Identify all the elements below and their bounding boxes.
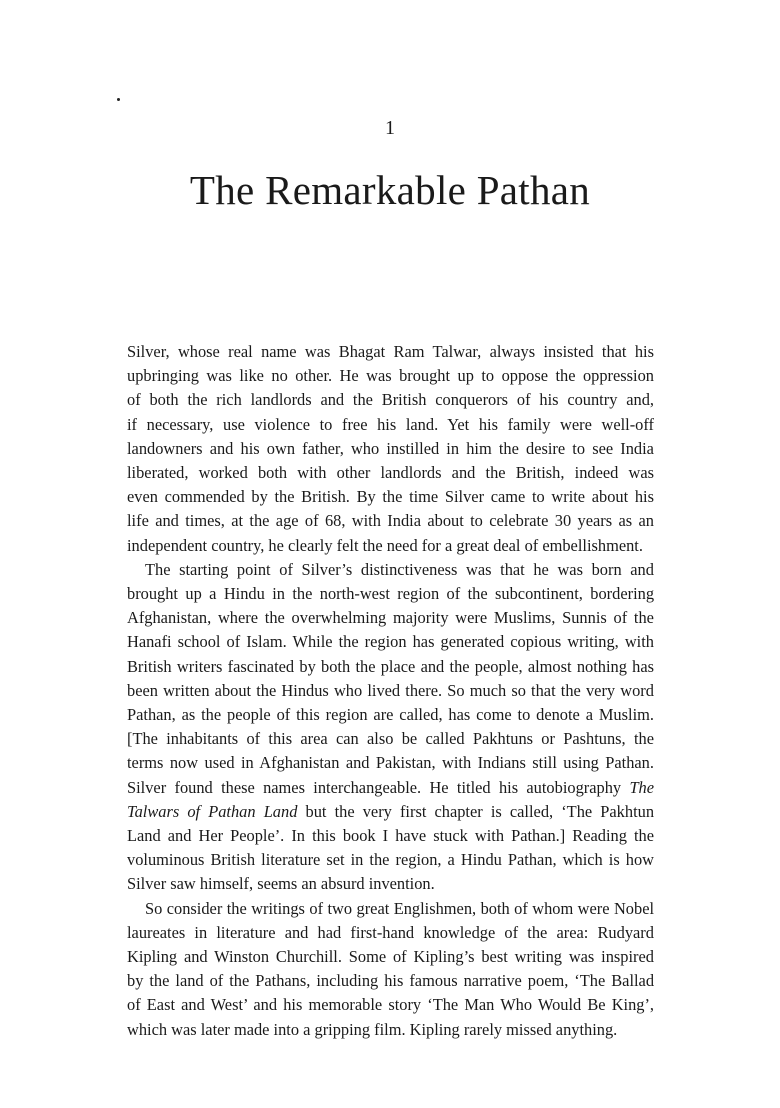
text-segment: brought up a Hindu in the north-west region of the subcontinent, bordering [127,584,655,604]
text-segment: So consider the writings of two great Englishmen, both of whom were Nobel [145,898,655,918]
text-segment: liberated, worked both with other landlords and the British, indeed was [127,463,655,483]
text-line [127,897,654,921]
text-line [127,461,654,485]
text-line [127,413,654,437]
text-line [127,824,654,848]
text-segment: landowners and his own father, who instilled in him the desire to see India [127,438,654,458]
text-segment: terms now used in Afghanistan and Pakistan, with Indians still using Pathan. [127,753,654,773]
paragraph [127,897,654,1042]
text-line [127,921,654,945]
text-segment: which was later made into a gripping film. Kipling rarely missed anything. [127,1019,618,1039]
text-segment: Silver found these names interchangeable. He titled his autobiography [127,777,630,797]
text-line [127,558,654,582]
text-line [127,364,654,388]
text-segment: British writers fascinated by both the place and the people, almost nothing has [127,656,655,676]
text-segment: independent country, he clearly felt the need for a great deal of embellishment. [127,535,643,555]
text-line [127,945,654,969]
text-line [127,509,654,533]
text-segment: life and times, at the age of 68, with India about to celebrate 30 years as an [127,511,654,531]
text-line [127,437,654,461]
body-text [127,340,654,1042]
text-line [127,582,654,606]
text-line [127,655,654,679]
text-line [127,872,654,896]
text-segment: Silver saw himself, seems an absurd invention. [127,874,435,894]
text-segment: but the very first chapter is called, ‘The Pakhtun [297,801,655,821]
text-segment: upbringing was like no other. He was brought up to oppose the oppression [127,366,654,386]
text-line [127,679,654,703]
text-segment: Hanafi school of Islam. While the region has generated copious writing, with [127,632,654,652]
text-segment: of both the rich landlords and the British conquerors of his country and, [127,390,654,410]
text-segment: The starting point of Silver’s distinctiveness was that he was born and [145,559,654,579]
text-line [127,800,654,824]
text-segment: even commended by the British. By the time Silver came to write about his [127,487,654,507]
text-segment: been written about the Hindus who lived there. So much so that the very word [127,680,654,700]
text-line [127,1018,654,1042]
text-line [127,727,654,751]
text-segment: Silver, whose real name was Bhagat Ram Talwar, always insisted that his [127,342,654,361]
text-segment: if necessary, use violence to free his land. Yet his family were well-off [127,414,654,434]
text-segment: [The inhabitants of this area can also be called Pakhtuns or Pashtuns, the [127,729,654,749]
text-segment: Kipling and Winston Churchill. Some of Kipling’s best writing was inspired [127,947,654,967]
text-line [127,630,654,654]
paragraph [127,558,654,897]
text-segment: Afghanistan, where the overwhelming majority were Muslims, Sunnis of the [127,608,654,628]
text-line [127,485,654,509]
chapter-title: The Remarkable Pathan [189,167,591,213]
chapter-number: 1 [385,117,395,139]
italic-title-text: The [629,777,655,797]
text-line [127,848,654,872]
text-line [127,776,654,800]
text-line [127,340,654,364]
text-line [127,751,654,775]
text-line [127,969,654,993]
text-line [127,606,654,630]
paragraph [127,340,654,558]
stray-mark [117,98,120,101]
text-line [127,534,654,558]
text-line [127,388,654,412]
text-segment: Land and Her People’. In this book I have stuck with Pathan.] Reading the [127,826,655,846]
text-segment: laureates in literature and had first-hand knowledge of the area: Rudyard [127,922,654,942]
text-segment: Pathan, as the people of this region are called, has come to denote a Muslim. [127,705,654,725]
text-segment: voluminous British literature set in the region, a Hindu Pathan, which is how [127,850,655,870]
text-line [127,993,654,1017]
italic-title-text: Talwars of Pathan Land [127,801,298,821]
text-segment: by the land of the Pathans, including his famous narrative poem, ‘The Ballad [127,971,655,991]
text-line [127,703,654,727]
text-segment: of East and West’ and his memorable story ‘The Man Who Would Be King’, [127,995,655,1015]
